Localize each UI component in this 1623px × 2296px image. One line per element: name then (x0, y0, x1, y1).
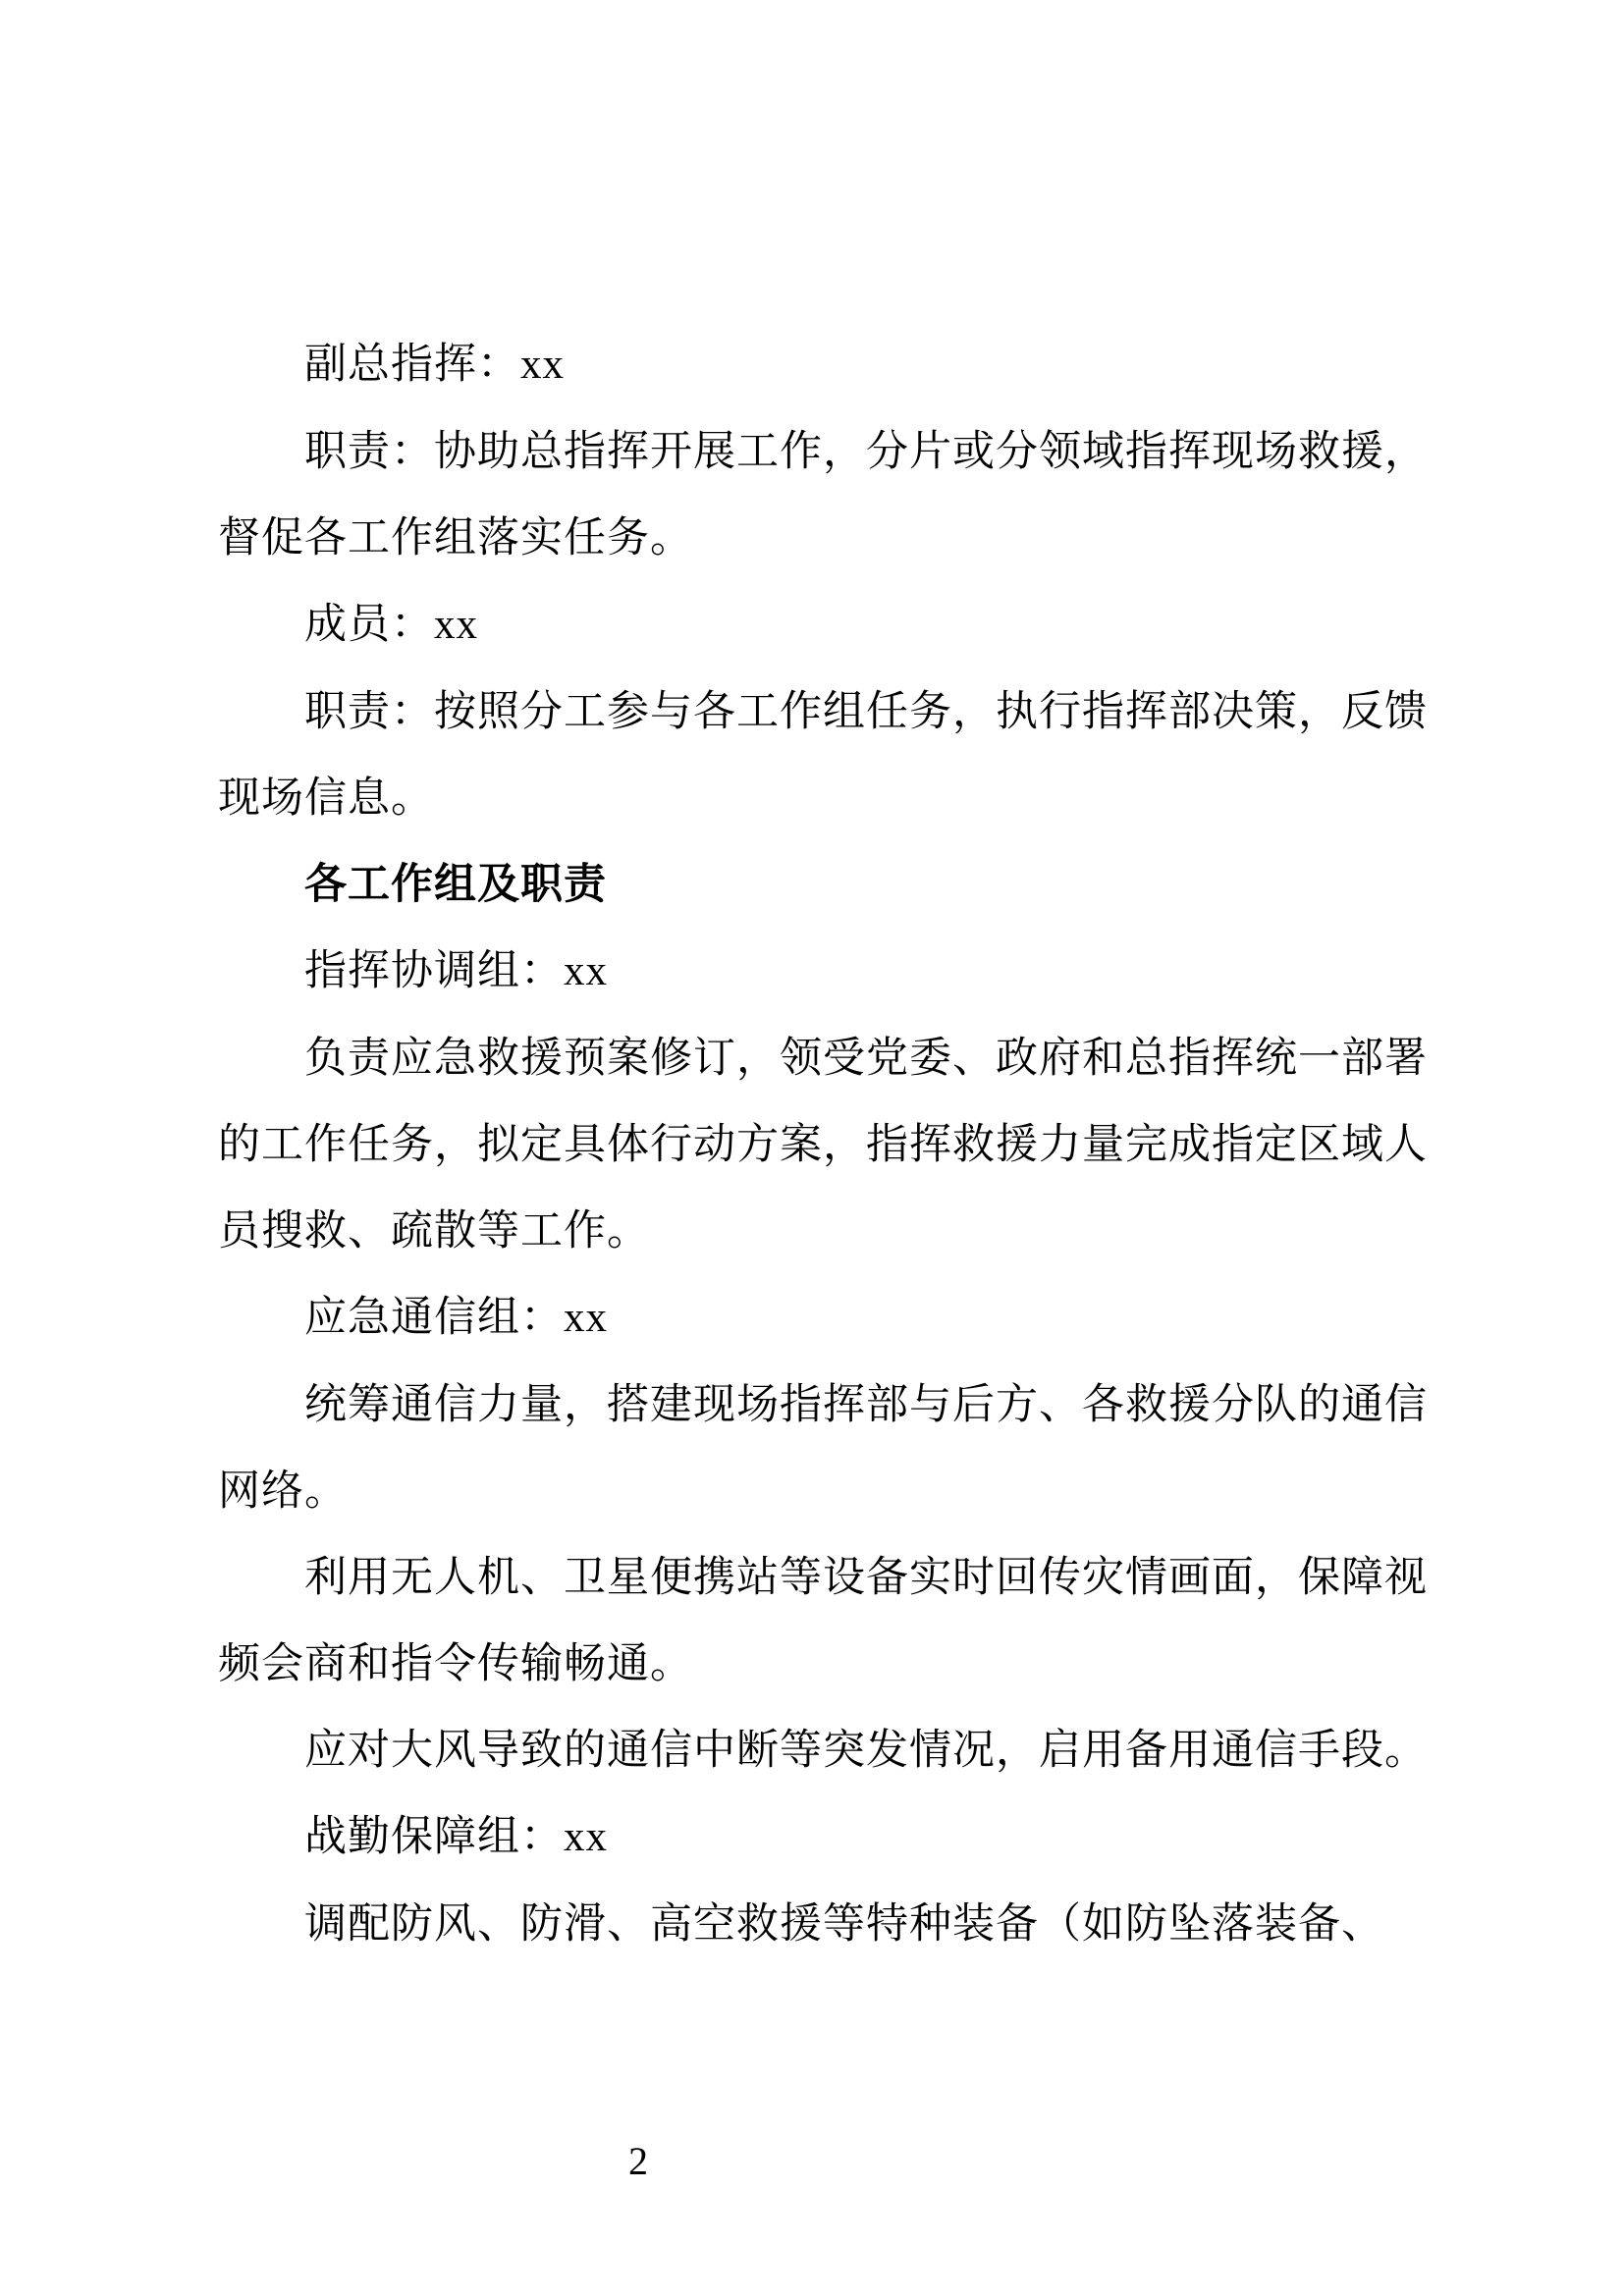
command-coordination-group-value: xx (564, 948, 608, 994)
communication-duty-2: 利用无人机、卫星便携站等设备实时回传灾情画面，保障视频会商和指令传输畅通。 (218, 1553, 1428, 1688)
section-heading: 各工作组及职责 (304, 860, 607, 909)
members-line (218, 581, 1435, 668)
document-body (218, 321, 1435, 1967)
command-coordination-group-duty: 负责应急救援预案修订，领受党委、政府和总指挥统一部署的工作任务，拟定具体行动方案，指挥救援力量完成指定区域人员搜救、疏散等工作。 (218, 1034, 1428, 1255)
command-coordination-group-label: 指挥协调组： (304, 946, 564, 995)
members-value: xx (434, 602, 478, 648)
emergency-communication-group-value: xx (564, 1295, 608, 1341)
deputy-commander-duty: 职责：协助总指挥开展工作，分片或分领域指挥现场救援，督促各工作组落实任务。 (218, 427, 1428, 562)
page-number: 2 (628, 2139, 648, 2183)
logistics-support-group-label: 战勤保障组： (304, 1812, 564, 1861)
emergency-communication-group-line (218, 1274, 1435, 1362)
emergency-communication-group-label: 应急通信组： (304, 1293, 564, 1342)
members-duty: 职责：按照分工参与各工作组任务，执行指挥部决策，反馈现场信息。 (218, 687, 1428, 823)
members-label: 成员： (304, 600, 434, 649)
logistics-support-group-line (218, 1793, 1435, 1881)
deputy-commander-label: 副总指挥： (304, 340, 520, 389)
logistics-support-group-value: xx (564, 1814, 608, 1860)
communication-duty-1: 统筹通信力量，搭建现场指挥部与后方、各救援分队的通信网络。 (218, 1380, 1428, 1516)
deputy-commander-value: xx (520, 342, 565, 388)
command-coordination-group-line (218, 928, 1435, 1015)
deputy-commander-line (218, 321, 1435, 408)
communication-duty-3: 应对大风导致的通信中断等突发情况，启用备用通信手段。 (304, 1726, 1428, 1775)
logistics-support-duty: 调配防风、防滑、高空救援等特种装备（如防坠落装备、 (304, 1899, 1384, 1949)
